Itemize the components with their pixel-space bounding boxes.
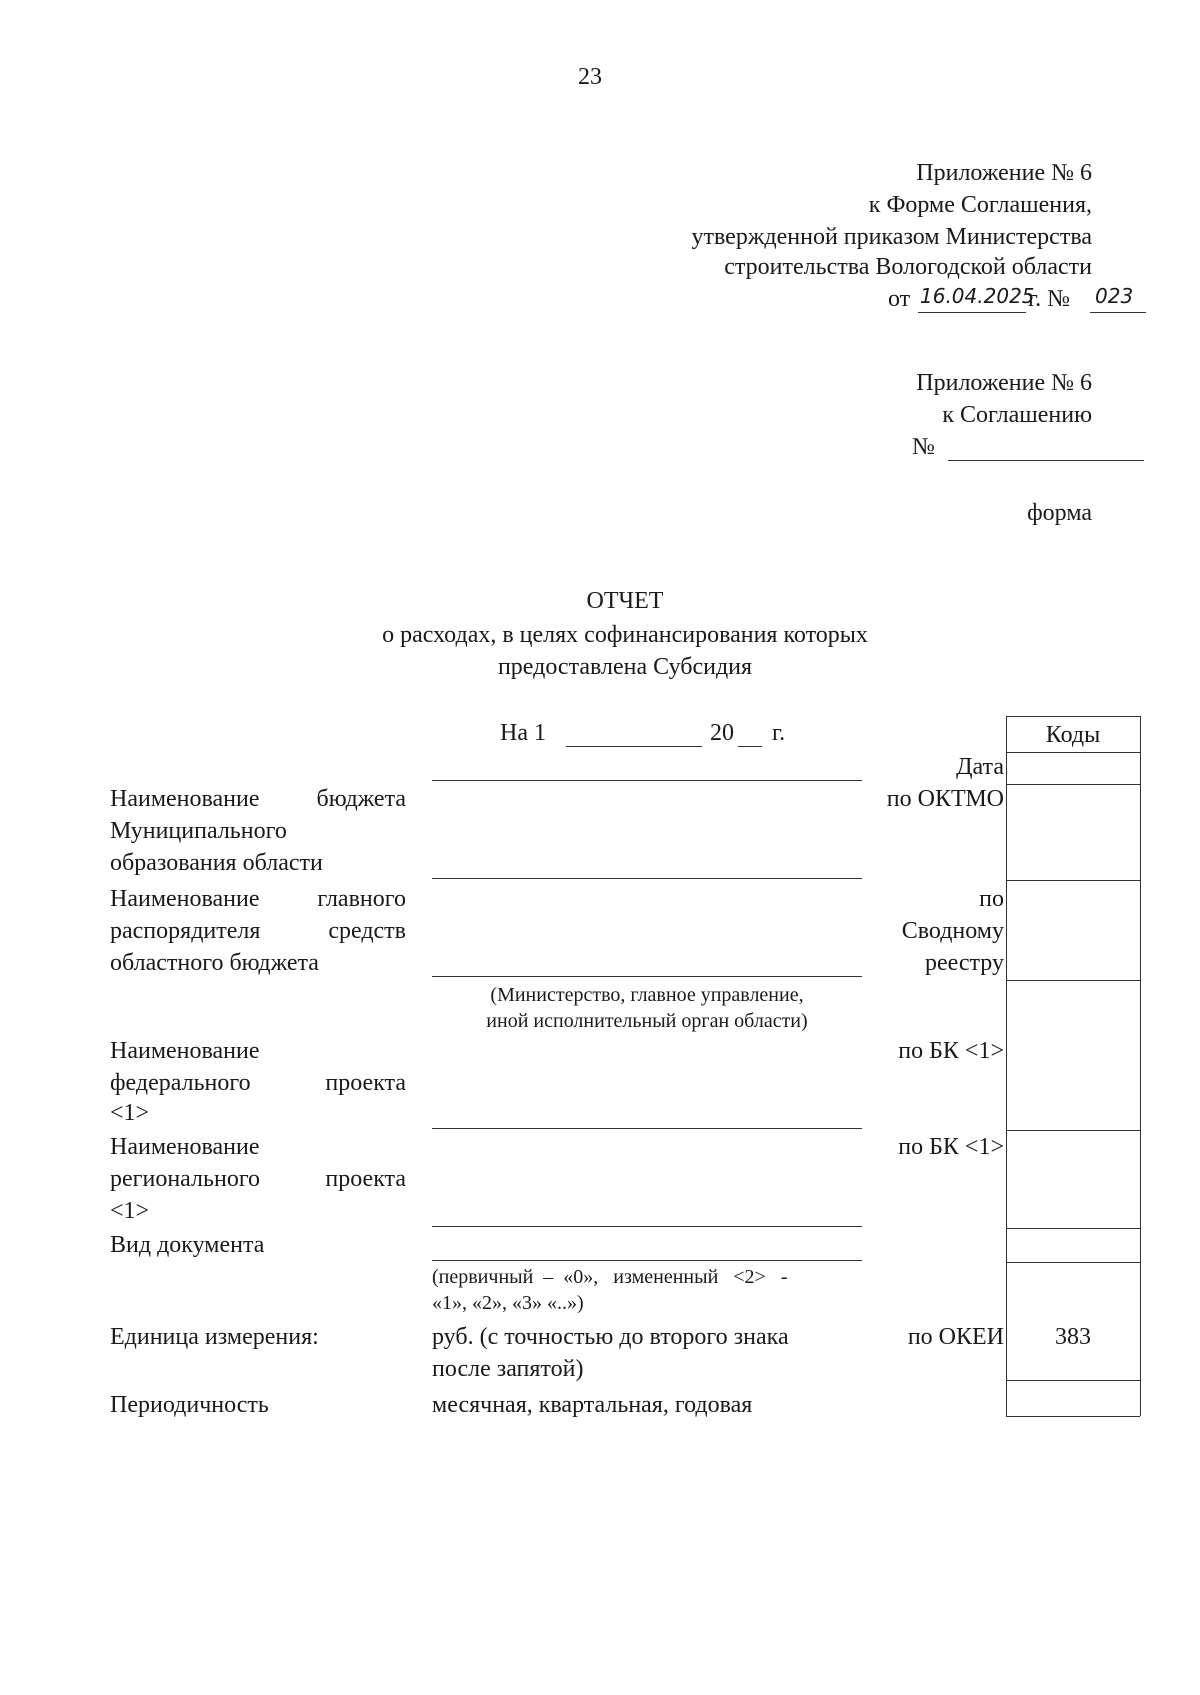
- page-number: 23: [578, 64, 602, 90]
- field-fed-project-line2: федерального проекта: [110, 1070, 406, 1096]
- field-unit-label: Единица измерения:: [110, 1324, 319, 1350]
- field-grbs-note1: (Министерство, главное управление,: [490, 984, 804, 1006]
- field-period-label: Периодичность: [110, 1392, 269, 1418]
- title-line1: ОТЧЕТ: [586, 588, 664, 614]
- date-line-year: 20: [710, 720, 734, 746]
- label-okei: по ОКЕИ: [907, 1324, 1004, 1350]
- agreement-number-underline: [948, 460, 1144, 461]
- date-underline: [918, 312, 1026, 313]
- field-grbs-line3: областного бюджета: [110, 950, 319, 976]
- fill-line-fed-project: [432, 1128, 862, 1129]
- field-reg-project-line1: Наименование: [110, 1134, 260, 1160]
- label-svod-3: реестру: [924, 950, 1004, 976]
- codes-header: Коды: [1045, 722, 1101, 748]
- label-svod-1: по: [979, 886, 1004, 912]
- header-form-line2: к Форме Соглашения,: [868, 192, 1092, 218]
- forma-label: форма: [1027, 500, 1092, 526]
- fill-line-grbs: [432, 976, 862, 977]
- header-form-line4: строительства Вологодской области: [724, 254, 1092, 280]
- fill-line-date: [432, 780, 862, 781]
- field-doc-type-label: Вид документа: [110, 1232, 265, 1258]
- header-form-number-value: 023: [1095, 284, 1134, 308]
- field-unit-value2: после запятой): [432, 1356, 584, 1382]
- okei-code: 383: [1055, 1324, 1091, 1350]
- field-doc-type-note2: «1», «2», «3» «..»): [432, 1292, 584, 1314]
- field-reg-project-line2: регионального проекта: [110, 1166, 406, 1192]
- title-line2: о расходах, в целях софинансирования которых: [382, 622, 868, 648]
- title-line3: предоставлена Субсидия: [497, 654, 753, 680]
- fill-line-doc-type: [432, 1260, 862, 1261]
- header-agreement-line1: Приложение № 6: [916, 370, 1092, 396]
- date-day-underline: [566, 746, 702, 747]
- header-form-line1: Приложение № 6: [916, 160, 1092, 186]
- field-unit-value1: руб. (с точностью до второго знака: [432, 1324, 789, 1350]
- field-grbs-line2: распорядителя средств: [110, 918, 406, 944]
- codes-left-border: [1006, 716, 1007, 1416]
- header-form-date-value: 16.04.2025: [920, 284, 1035, 308]
- header-form-line3: утвержденной приказом Министерства: [691, 224, 1092, 250]
- label-svod-2: Сводному: [901, 918, 1004, 944]
- field-doc-type-note1: (первичный – «0», измененный <2> -: [432, 1266, 788, 1288]
- label-bk-1: по БК <1>: [898, 1038, 1004, 1064]
- date-line-suffix: г.: [772, 720, 786, 746]
- codes-right-border: [1140, 716, 1141, 1416]
- header-agreement-number-label: №: [912, 434, 935, 460]
- field-budget-label: Наименование бюджета: [110, 786, 406, 812]
- header-form-year-suffix: г. №: [1028, 286, 1071, 312]
- label-oktmo: по ОКТМО: [886, 786, 1004, 812]
- field-fed-project-line1: Наименование: [110, 1038, 260, 1064]
- number-underline: [1090, 312, 1146, 313]
- header-form-date-prefix: от: [888, 286, 911, 312]
- field-reg-project-line3: <1>: [110, 1198, 150, 1224]
- date-line-prefix: На 1: [500, 720, 546, 746]
- field-period-value: месячная, квартальная, годовая: [432, 1392, 753, 1418]
- field-grbs-note2: иной исполнительный орган области): [486, 1010, 808, 1032]
- field-budget-line2: Муниципального: [110, 818, 287, 844]
- label-date: Дата: [956, 754, 1004, 780]
- header-agreement-line2: к Соглашению: [942, 402, 1092, 428]
- date-year-underline: [738, 746, 762, 747]
- field-grbs-label: Наименование главного: [110, 886, 406, 912]
- field-fed-project-line3: <1>: [110, 1100, 150, 1126]
- label-bk-2: по БК <1>: [898, 1134, 1004, 1160]
- fill-line-budget: [432, 878, 862, 879]
- field-budget-line3: образования области: [110, 850, 323, 876]
- fill-line-reg-project: [432, 1226, 862, 1227]
